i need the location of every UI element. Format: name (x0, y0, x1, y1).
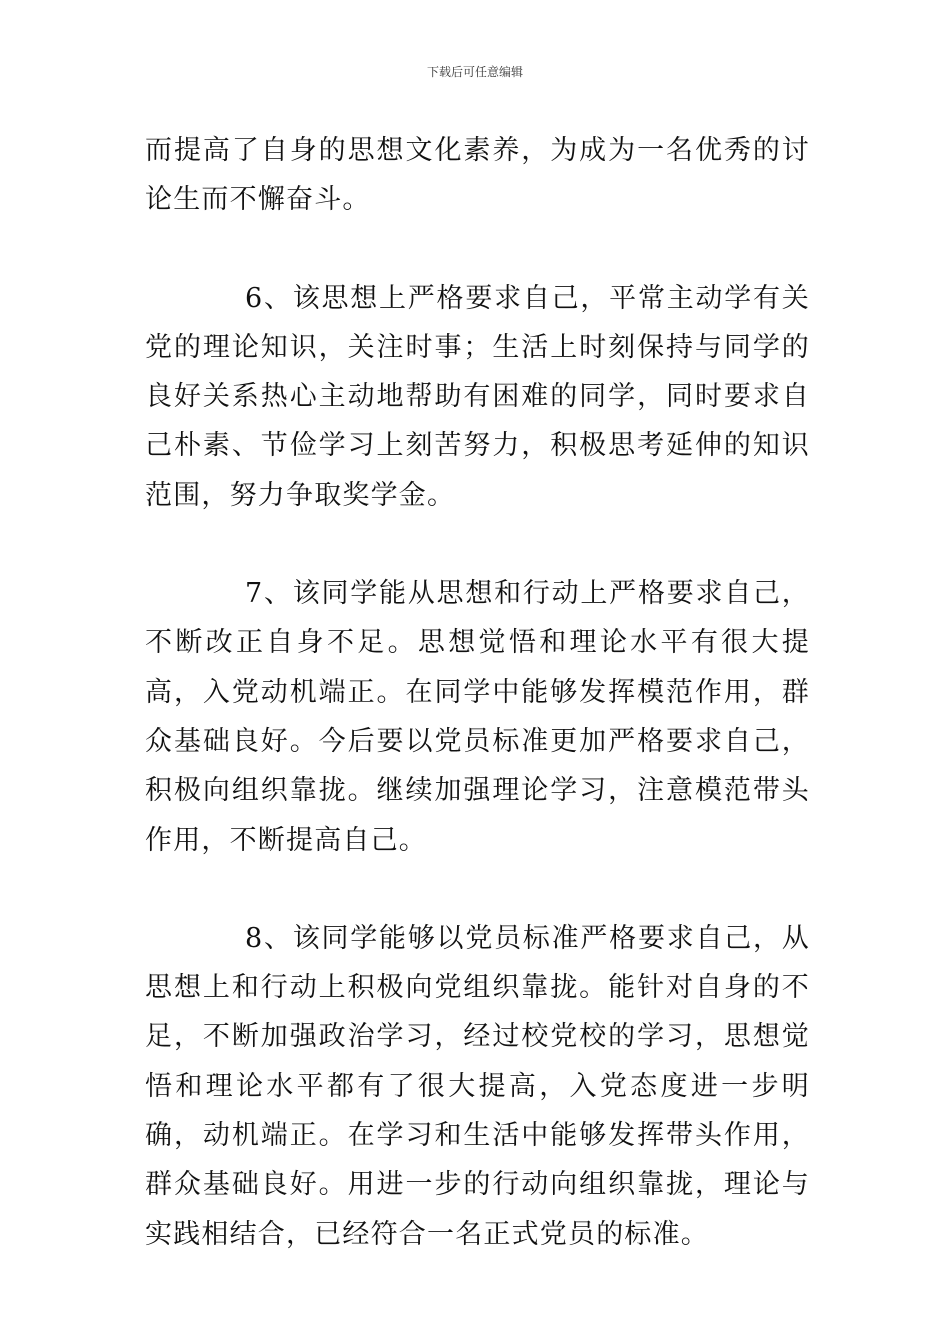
paragraph-item-6: 6、该思想上严格要求自己，平常主动学有关党的理论知识，关注时事；生活上时刻保持与同学的良好关系热心主动地帮助有困难的同学，同时要求自己朴素、节俭学习上刻苦努力，积极思考延伸的知识范围，努力争取奖学金。 (145, 282, 810, 511)
paragraph-continuation: 而提高了自身的思想文化素养，为成为一名优秀的讨论生而不懈奋斗。 (145, 135, 810, 216)
paragraph-gap (145, 865, 810, 914)
document-body (145, 126, 810, 1259)
page-header: 下载后可任意编辑 (426, 65, 523, 79)
paragraph-item-7: 7、该同学能从思想和行动上严格要求自己，不断改正自身不足。思想觉悟和理论水平有很大提高，入党动机端正。在同学中能够发挥模范作用，群众基础良好。今后要以党员标准更加严格要求自己，积极向组织靠拢。继续加强理论学习，注意模范带头作用，不断提高自己。 (145, 578, 810, 856)
paragraph-gap (145, 520, 810, 569)
paragraph-item-8: 8、该同学能够以党员标准严格要求自己，从思想上和行动上积极向党组织靠拢。能针对自身的不足，不断加强政治学习，经过校党校的学习，思想觉悟和理论水平都有了很大提高，入党态度进一步明确，动机端正。在学习和生活中能够发挥带头作用，群众基础良好。用进一步的行动向组织靠拢，理论与实践相结合，已经符合一名正式党员的标准。 (145, 922, 810, 1250)
paragraph-gap (145, 225, 810, 274)
